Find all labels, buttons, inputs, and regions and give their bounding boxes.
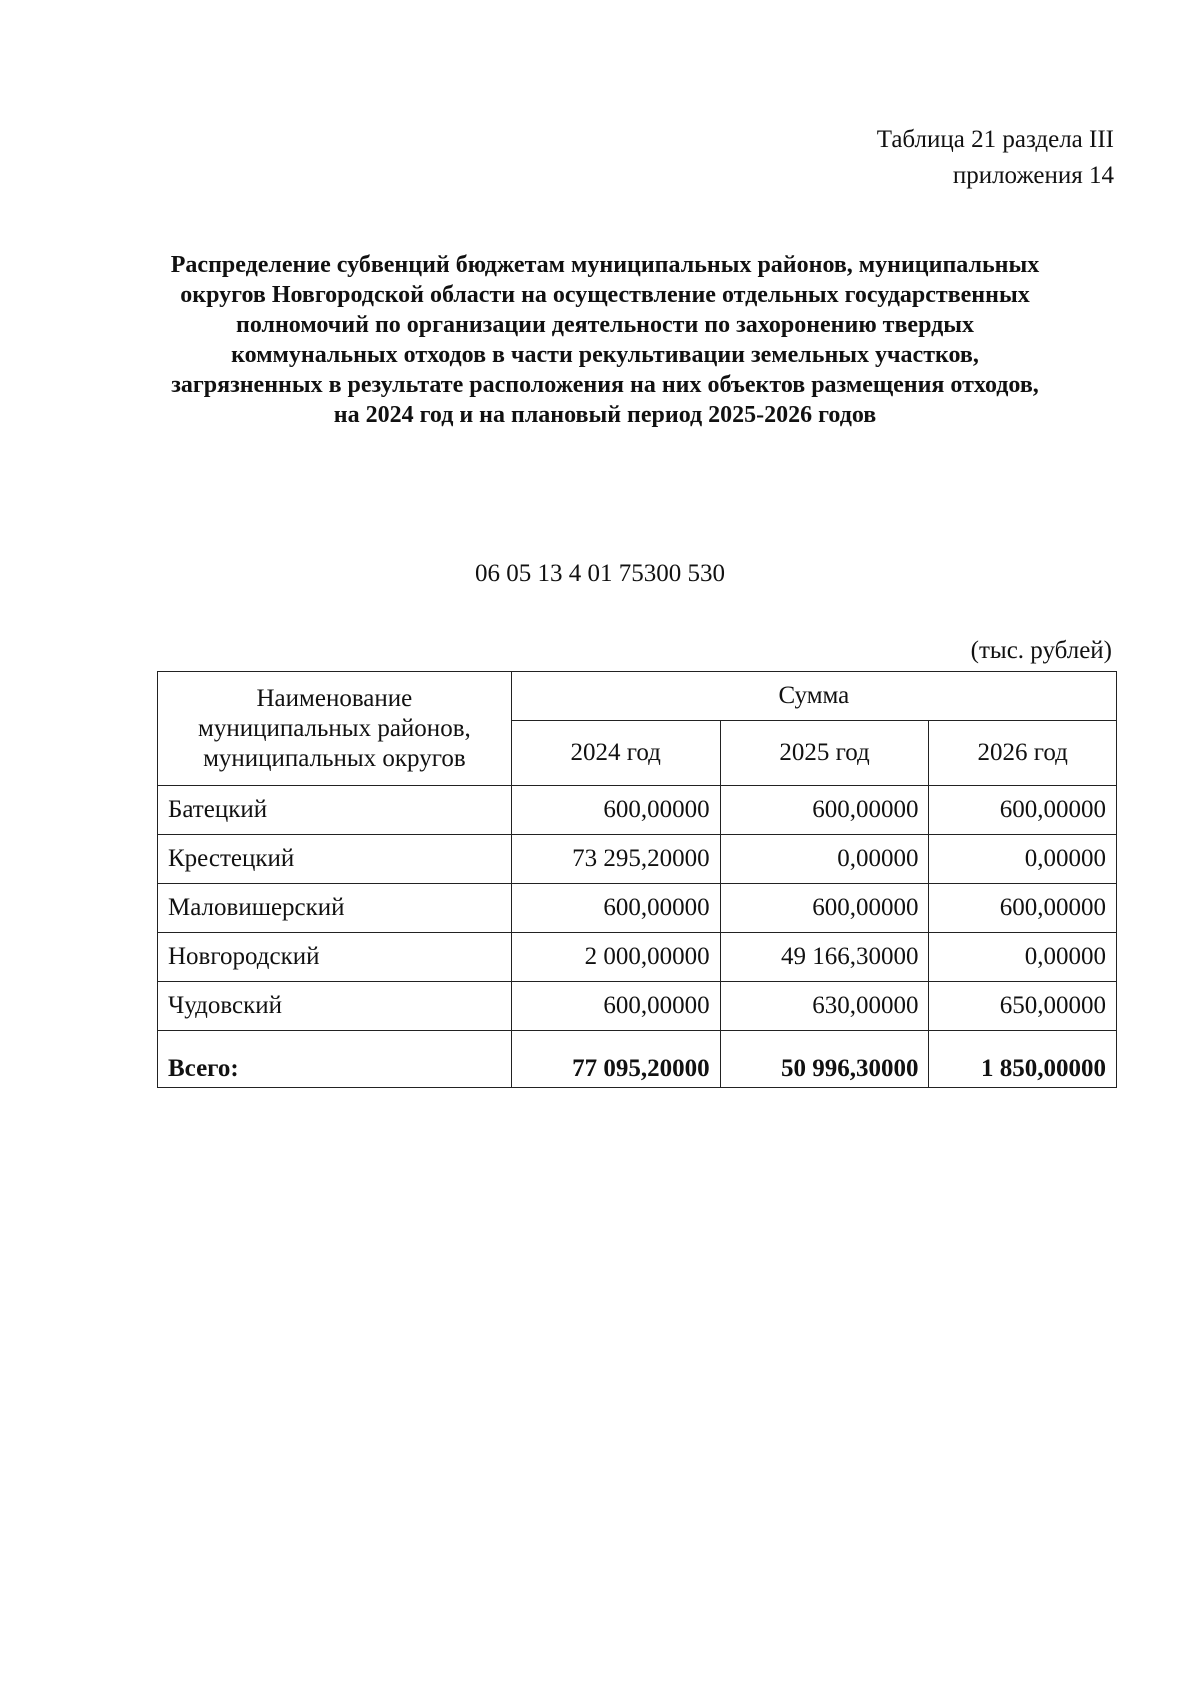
total-2024: 77 095,20000 <box>511 1031 720 1088</box>
header-municipality: Наименование муниципальных районов, муниципальных округов <box>158 672 512 786</box>
units-note: (тыс. рублей) <box>970 637 1112 664</box>
reference-line-2: приложения 14 <box>952 162 1114 189</box>
amount-2024: 2 000,00000 <box>511 933 720 982</box>
amount-2026: 600,00000 <box>929 884 1117 933</box>
amount-2025: 0,00000 <box>720 835 929 884</box>
table-header-row <box>158 672 1117 721</box>
amount-2024: 600,00000 <box>511 884 720 933</box>
amount-2025: 600,00000 <box>720 884 929 933</box>
amount-2024: 73 295,20000 <box>511 835 720 884</box>
amount-2026: 0,00000 <box>929 835 1117 884</box>
municipality-name: Батецкий <box>158 786 512 835</box>
table-row <box>158 933 1117 982</box>
budget-classification-code: 06 05 13 4 01 75300 530 <box>475 560 725 587</box>
amount-2025: 600,00000 <box>720 786 929 835</box>
header-year-2026: 2026 год <box>929 721 1117 786</box>
table-row <box>158 884 1117 933</box>
municipality-name: Крестецкий <box>158 835 512 884</box>
table-row <box>158 835 1117 884</box>
municipality-name: Чудовский <box>158 982 512 1031</box>
document-title: Распределение субвенций бюджетам муниципальных районов, муниципальных округов Новгородской области на осуществление отдельных государственных полномочий по организации деятельности по захоронению твердых коммунальных отходов в части рекультивации земельных участков, загрязненных в результате расположения на них объектов размещения отходов, на 2024 год и на плановый период 2025-2026 годов <box>170 252 1040 428</box>
amount-2025: 49 166,30000 <box>720 933 929 982</box>
total-2025: 50 996,30000 <box>720 1031 929 1088</box>
amount-2026: 0,00000 <box>929 933 1117 982</box>
table-reference <box>877 122 1114 194</box>
reference-line-1: Таблица 21 раздела III <box>876 126 1114 153</box>
amount-2024: 600,00000 <box>511 786 720 835</box>
amount-2025: 630,00000 <box>720 982 929 1031</box>
municipality-name: Маловишерский <box>158 884 512 933</box>
header-sum: Сумма <box>511 672 1116 721</box>
total-2026: 1 850,00000 <box>929 1031 1117 1088</box>
table-total-row <box>158 1031 1117 1088</box>
amount-2026: 600,00000 <box>929 786 1117 835</box>
header-year-2024: 2024 год <box>511 721 720 786</box>
table-row <box>158 786 1117 835</box>
table-row <box>158 982 1117 1031</box>
amount-2026: 650,00000 <box>929 982 1117 1031</box>
subvention-table <box>157 671 1117 1088</box>
municipality-name: Новгородский <box>158 933 512 982</box>
total-label: Всего: <box>158 1031 512 1088</box>
header-year-2025: 2025 год <box>720 721 929 786</box>
amount-2024: 600,00000 <box>511 982 720 1031</box>
